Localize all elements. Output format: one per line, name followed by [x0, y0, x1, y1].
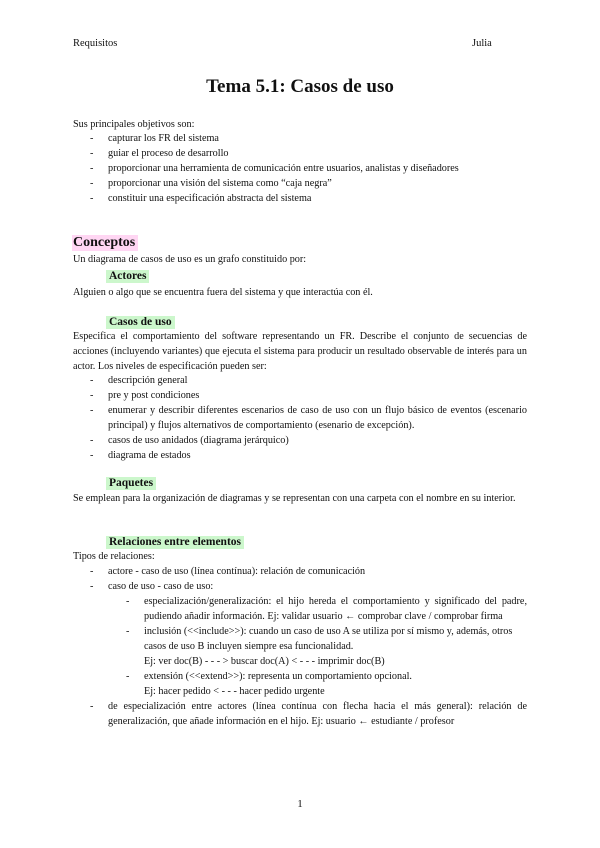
header-left: Requisitos — [73, 38, 118, 49]
page-title: Tema 5.1: Casos de uso — [206, 76, 394, 97]
subsection-heading-relaciones: Relaciones entre elementos — [106, 536, 244, 549]
sub-list-item-text: - extensión (<<extend>>): representa un comportamiento opcional. — [144, 671, 412, 682]
casos-list — [90, 373, 527, 463]
relaciones-lead: Tipos de relaciones: — [73, 551, 155, 562]
subsection-heading-actores: Actores — [106, 270, 149, 283]
list-item: - actore - caso de uso (línea contínua): relación de comunicación — [90, 564, 527, 579]
conceptos-text: Un diagrama de casos de uso es un grafo constituido por: — [73, 254, 307, 265]
list-item-label: caso de uso - caso de uso: — [108, 581, 214, 592]
header-right: Julia — [472, 38, 492, 49]
intro-lead: Sus principales objetivos son: — [73, 119, 195, 130]
subsection-heading-paquetes: Paquetes — [106, 477, 156, 490]
paquetes-text: Se emplean para la organización de diagramas y se representan con una carpeta con el nombre en su interior. — [73, 493, 516, 504]
list-item: - proporcionar una herramienta de comunicación entre usuarios, analistas y diseñadores — [90, 161, 530, 176]
sub-list-item: - especialización/generalización: el hijo hereda el comportamiento y significado del padre, pudiendo añadir información. Ej: validar usuario ← comprobar clave / comprobar firma — [126, 594, 527, 624]
sub-list-item-example: Ej: hacer pedido < - - - hacer pedido urgente — [144, 686, 325, 697]
sub-list-item-example: Ej: ver doc(B) - - - > buscar doc(A) < - - - imprimir doc(B) — [144, 656, 385, 667]
relaciones-list — [90, 564, 527, 729]
list-item: - de especialización entre actores (línea contínua con flecha hacia el más general): relación de generalización, que añade información en el hijo. Ej: usuario ← estudiante / profesor — [90, 699, 527, 729]
list-item: - enumerar y describir diferentes escenarios de caso de uso con un flujo básico de eventos (escenario principal) y flujos alternativos de comportamiento (esenario de excepción). — [90, 403, 527, 433]
sub-list-item-text: - inclusión (<<include>>): cuando un caso de uso A se utiliza por sí mismo y, además, otros casos de uso B incluyen siempre esa funcionalidad. — [144, 626, 513, 652]
sub-list — [126, 594, 527, 699]
list-item: - casos de uso anidados (diagrama jerárquico) — [90, 433, 527, 448]
list-item: - guiar el proceso de desarrollo — [90, 146, 530, 161]
actores-text: Alguien o algo que se encuentra fuera del sistema y que interactúa con él. — [73, 287, 373, 298]
sub-list-item — [126, 669, 527, 699]
intro-list — [90, 131, 530, 206]
list-item — [90, 579, 527, 699]
casos-text: Especifica el comportamiento del software representando un FR. Describe el conjunto de secuencias de acciones (incluyendo variantes) que ejecuta el sistema para producir un resultado observable de interés para un actor. Los niveles de especificación pueden ser: — [73, 331, 527, 372]
list-item: - capturar los FR del sistema — [90, 131, 530, 146]
page-number: 1 — [297, 798, 303, 810]
list-item: - constituir una especificación abstracta del sistema — [90, 191, 530, 206]
subsection-heading-casos-de-uso: Casos de uso — [106, 316, 175, 329]
list-item: - proporcionar una visión del sistema como “caja negra” — [90, 176, 530, 191]
list-item: - pre y post condiciones — [90, 388, 527, 403]
section-heading-conceptos: Conceptos — [72, 235, 138, 251]
list-item: - diagrama de estados — [90, 448, 527, 463]
sub-list-item — [126, 624, 527, 669]
list-item: - descripción general — [90, 373, 527, 388]
